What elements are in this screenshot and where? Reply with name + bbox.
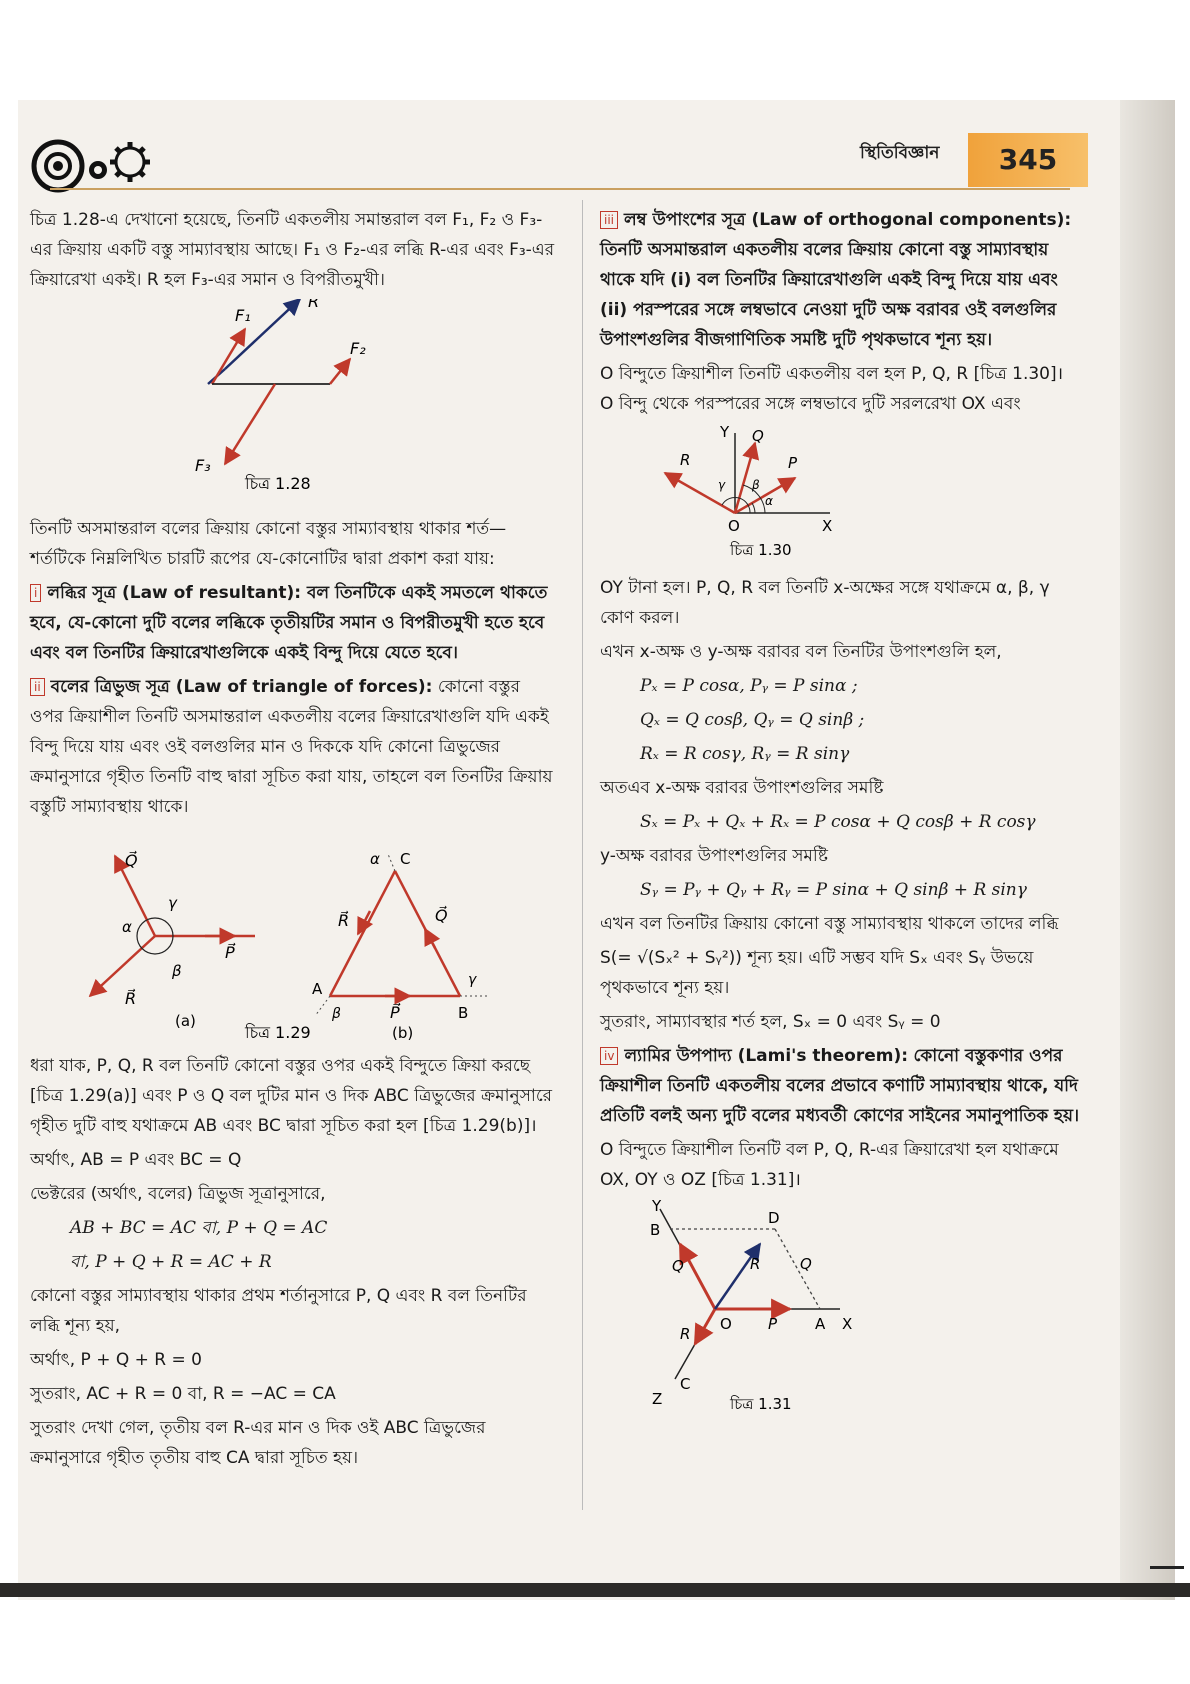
page-edge-shadow: [1120, 100, 1175, 1600]
right-paragraph-7: S(= √(Sₓ² + Sᵧ²)) শূন্য হয়। এটি সম্ভব যদি Sₓ এবং Sᵧ উভয়ে পৃথকভাবে শূন্য হয়।: [600, 948, 1034, 998]
left-equation-3: অর্থাৎ, P + Q + R = 0: [30, 1350, 202, 1370]
fig131-label-O: O: [720, 1315, 732, 1333]
left-paragraph-3: ধরা যাক, P, Q, R বল তিনটি কোনো বস্তুর ওপর একই বিন্দুতে ক্রিয়া করছে [চিত্র 1.29(a)] এবং P ও Q বল দুটির মান ও দিক ABC ত্রিভুজের ক্রমানুসারে গৃহীত দুটি বাহু যথাক্রমে AB এবং BC দ্বারা সূচিত করা হল [চিত্র 1.29(b)]।: [30, 1056, 553, 1136]
right-paragraph-4: অতএব x-অক্ষ বরাবর উপাংশগুলির সমষ্টি: [600, 778, 884, 798]
bottom-edge: [0, 1583, 1190, 1597]
fig131-caption: চিত্র 1.31: [730, 1395, 792, 1413]
fig131-label-A: A: [815, 1315, 826, 1333]
right-equation-5: Sᵧ = Pᵧ + Qᵧ + Rᵧ = P sinα + Q sinβ + R sinγ: [640, 880, 1027, 900]
left-equation-ab-bc: অর্থাৎ, AB = P এবং BC = Q: [30, 1150, 242, 1170]
fig131-label-D: D: [768, 1209, 780, 1227]
right-equation-4: Sₓ = Pₓ + Qₓ + Rₓ = P cosα + Q cosβ + R cosγ: [640, 812, 1036, 832]
chapter-title: স্থিতিবিজ্ঞান: [860, 143, 940, 163]
fig128-label-R: R: [308, 299, 320, 311]
fig131-label-X: X: [842, 1315, 853, 1333]
right-equation-1: Pₓ = P cosα, Pᵧ = P sinα ;: [640, 676, 858, 696]
fig130-alpha: α: [765, 494, 773, 508]
left-equation-4: সুতরাং, AC + R = 0 বা, R = −AC = CA: [30, 1384, 336, 1404]
fig129-caption: চিত্র 1.29: [245, 1023, 311, 1041]
fig130-label-R: R: [680, 451, 691, 469]
fig130-label-Q: Q: [752, 427, 764, 445]
figure-1-28: [30, 299, 558, 504]
column-divider: [582, 200, 583, 1510]
fig130-caption: চিত্র 1.30: [730, 541, 792, 559]
item-tag-iv: iv: [600, 1047, 618, 1065]
fig129b-vertex-B: B: [458, 1004, 469, 1022]
fig131-label-C: C: [680, 1375, 691, 1393]
head-gears-icon: [30, 136, 160, 196]
lamis-theorem: iv ল্যামির উপপাদ্য (Lami's theorem): কোনো বস্তুকণার ওপর ক্রিয়াশীল তিনটি একতলীয় বলের প্রভাবে কণাটি সাম্যাবস্থায় থাকে, যদি প্রতিটি বলই অন্য দুটি বলের মধ্যবর্তী কোণের সাইনের সমানুপাতিক হয়।: [600, 1046, 1080, 1126]
fig129b-label-Q: Q⃗: [435, 906, 448, 925]
fig131-label-B: B: [650, 1221, 661, 1239]
fig129a-label-R: R⃗: [125, 989, 137, 1008]
right-equation-2: Qₓ = Q cosβ, Qᵧ = Q sinβ ;: [640, 710, 865, 730]
right-paragraph-6: এখন বল তিনটির ক্রিয়ায় কোনো বস্তু সাম্যাবস্থায় থাকলে তাদের লব্ধি: [600, 914, 1059, 934]
right-paragraph-5: y-অক্ষ বরাবর উপাংশগুলির সমষ্টি: [600, 846, 828, 866]
fig129b-label-R: R⃗: [338, 911, 350, 930]
fig131-label-R1: R: [750, 1255, 761, 1273]
right-equation-3: Rₓ = R cosγ, Rᵧ = R sinγ: [640, 744, 850, 764]
fig129-label-a: (a): [175, 1012, 196, 1030]
fig130-label-P: P: [788, 454, 798, 472]
fig129b-vertex-C: C: [400, 850, 411, 868]
right-paragraph-9: O বিন্দুতে ক্রিয়াশীল তিনটি বল P, Q, R-এর ক্রিয়ারেখা হল যথাক্রমে OX, OY ও OZ [চিত্র 1.31]।: [600, 1140, 1059, 1190]
right-column: [600, 205, 1080, 1424]
corner-mark: [1150, 1566, 1184, 1569]
left-paragraph-5: ভেক্টরের (অর্থাৎ, বলের) ত্রিভুজ সূত্রানুসারে,: [30, 1184, 326, 1204]
header-rule: [50, 188, 1070, 190]
fig129a-gamma: γ: [168, 894, 177, 912]
left-paragraph-1: চিত্র 1.28-এ দেখানো হয়েছে, তিনটি একতলীয় সমান্তরাল বল F₁, F₂ ও F₃-এর ক্রিয়ায় একটি বস্তু সাম্যাবস্থায় আছে। F₁ ও F₂-এর লব্ধি R-এর এবং F₃-এর ক্রিয়ারেখা একই। R হল F₃-এর সমান ও বিপরীতমুখী।: [30, 210, 555, 290]
left-paragraph-7: সুতরাং দেখা গেল, তৃতীয় বল R-এর মান ও দিক ওই ABC ত্রিভুজের ক্রমানুসারে গৃহীত তৃতীয় বাহু CA দ্বারা সূচিত হয়।: [30, 1418, 486, 1468]
left-paragraph-6: কোনো বস্তুর সাম্যাবস্থায় থাকার প্রথম শর্তানুসারে P, Q এবং R বল তিনটির লব্ধি শূন্য হয়,: [30, 1286, 527, 1336]
item-tag-ii: ii: [30, 678, 45, 696]
fig129a-label-Q: Q⃗: [125, 851, 138, 870]
fig128-label-F2: F₂: [350, 339, 366, 358]
fig129a-label-P: P⃗: [225, 943, 235, 962]
fig129b-label-P: P⃗: [390, 1003, 400, 1022]
fig129a-beta: β: [172, 962, 182, 980]
fig130-label-X: X: [822, 517, 833, 535]
fig129b-gamma: γ: [468, 972, 477, 988]
figure-1-29: [30, 826, 558, 1041]
law-of-orthogonal-components: iii লম্ব উপাংশের সূত্র (Law of orthogonal components): তিনটি অসমান্তরাল একতলীয় বলের ক্রিয়ায় কোনো বস্তু সাম্যাবস্থায় থাকে যদি (i) বল তিনটির ক্রিয়ারেখাগুলি একই বিন্দু দিয়ে যায় এবং (ii) পরস্পরের সঙ্গে লম্বভাবে নেওয়া দুটি অক্ষ বরাবর ওই বলগুলির উপাংশগুলির বীজগাণিতিক সমষ্টি দুটি পৃথকভাবে শূন্য হয়।: [600, 210, 1072, 350]
left-column: [30, 205, 558, 1477]
fig131-label-Q2: Q: [800, 1255, 812, 1273]
right-paragraph-1: O বিন্দুতে ক্রিয়াশীল তিনটি একতলীয় বল হল P, Q, R [চিত্র 1.30]। O বিন্দু থেকে পরস্পরের সঙ্গে লম্বভাবে দুটি সরলরেখা OX এবং: [600, 364, 1064, 414]
fig130-gamma: γ: [718, 478, 726, 492]
fig128-label-F3: F₃: [195, 456, 211, 475]
fig129-label-b: (b): [392, 1024, 414, 1041]
fig131-label-R2: R: [680, 1325, 691, 1343]
fig129b-alpha: α: [370, 850, 380, 868]
fig129b-vertex-A: A: [312, 980, 323, 998]
fig130-label-O: O: [728, 517, 740, 535]
fig131-label-Y: Y: [652, 1199, 662, 1215]
fig130-label-Y: Y: [720, 423, 730, 441]
fig129b-beta: β: [332, 1006, 341, 1022]
fig128-label-F1: F₁: [235, 306, 251, 325]
fig129a-alpha: α: [122, 918, 132, 936]
law-of-triangle: ii বলের ত্রিভুজ সূত্র (Law of triangle of forces): কোনো বস্তুর ওপর ক্রিয়াশীল তিনটি অসমান্তরাল একতলীয় বলের ক্রিয়ারেখাগুলি যদি একই বিন্দু দিয়ে যায় এবং ওই বলগুলির মান ও দিককে যদি কোনো ত্রিভুজের ক্রমানুসারে গৃহীত তিনটি বাহু দ্বারা সূচিত করা যায়, তাহলে বল তিনটির ক্রিয়ায় বস্তুটি সাম্যাবস্থায় থাকে।: [30, 677, 553, 817]
fig131-label-Z: Z: [652, 1390, 663, 1408]
fig131-label-P: P: [768, 1315, 778, 1333]
left-paragraph-2: তিনটি অসমান্তরাল বলের ক্রিয়ায় কোনো বস্তুর সাম্যাবস্থায় থাকার শর্ত— শর্তটিকে নিম্নলিখিত চারটি রূপের যে-কোনোটির দ্বারা প্রকাশ করা যায়:: [30, 519, 507, 569]
left-equation-1: AB + BC = AC বা, P + Q = AC: [70, 1218, 328, 1238]
right-paragraph-2: OY টানা হল। P, Q, R বল তিনটি x-অক্ষের সঙ্গে যথাক্রমে α, β, γ কোণ করল।: [600, 578, 1050, 628]
right-paragraph-8: সুতরাং, সাম্যাবস্থার শর্ত হল, Sₓ = 0 এবং Sᵧ = 0: [600, 1012, 941, 1032]
item-tag-i: i: [30, 584, 41, 602]
page-number: 345: [968, 133, 1088, 187]
fig130-beta: β: [752, 478, 760, 492]
left-equation-2: বা, P + Q + R = AC + R: [70, 1252, 272, 1272]
right-paragraph-3: এখন x-অক্ষ ও y-অক্ষ বরাবর বল তিনটির উপাংশগুলি হল,: [600, 642, 1002, 662]
figure-1-31: [600, 1199, 1080, 1414]
fig131-label-Q1: Q: [672, 1257, 684, 1275]
item-tag-iii: iii: [600, 211, 618, 229]
fig128-caption: চিত্র 1.28: [245, 474, 311, 493]
law-of-resultant: i লব্ধির সূত্র (Law of resultant): বল তিনটিকে একই সমতলে থাকতে হবে, যে-কোনো দুটি বলের লব্ধিকে তৃতীয়টির সমান ও বিপরীতমুখী হতে হবে এবং বল তিনটির ক্রিয়ারেখাগুলিকে একই বিন্দু দিয়ে যেতে হবে।: [30, 583, 548, 663]
figure-1-30: [600, 423, 1080, 563]
